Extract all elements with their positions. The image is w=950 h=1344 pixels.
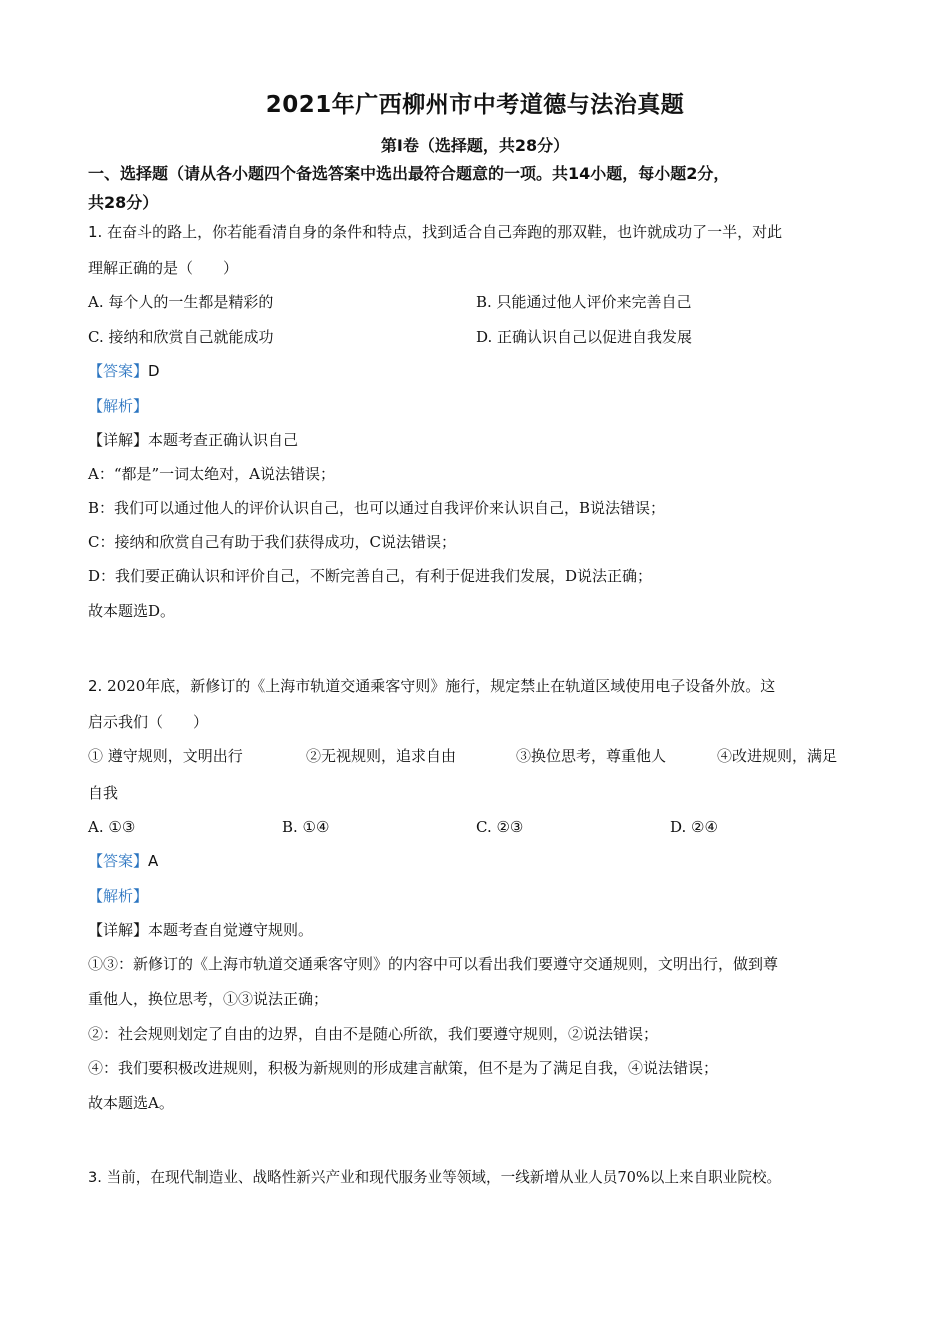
- q2-conclusion: 故本题选A。: [88, 1094, 174, 1112]
- q2-stem-text: 2020年底，新修订的《上海市轨道交通乘客守则》施行，规定禁止在轨道区域使用电子设备外放。这: [107, 677, 776, 695]
- q1-analysis-label: 【解析】: [88, 397, 149, 415]
- q2-option-a: A. ①③: [88, 818, 136, 836]
- page-subtitle: 第Ⅰ卷（选择题，共28分）: [380, 136, 570, 155]
- q2-detail: [88, 920, 868, 940]
- q1-option-c: C. 接纳和欣赏自己就能成功: [88, 328, 274, 346]
- q1-stem-text: 在奋斗的路上，你若能看清自身的条件和特点，找到适合自己奔跑的那双鞋，也许就成功了一半，对此: [107, 223, 783, 241]
- q2-item-1: ① 遵守规则，文明出行: [88, 747, 243, 765]
- q1-explanation-a: A：“都是”一词太绝对，A说法错误；: [88, 465, 336, 483]
- q2-detail-label: 【详解】: [88, 921, 149, 939]
- q2-item-4: ④改进规则，满足: [717, 747, 838, 765]
- q1-detail-label: 【详解】: [88, 431, 149, 449]
- q1-stem: [88, 222, 868, 242]
- q1-conclusion: 故本题选D。: [88, 602, 176, 620]
- q1-detail-text: 本题考查正确认识自己: [148, 431, 299, 449]
- q2-explanation-13: ①③：新修订的《上海市轨道交通乘客守则》的内容中可以看出我们要遵守交通规则，文明出行，做到尊: [88, 955, 779, 973]
- q1-number: 1.: [88, 223, 103, 241]
- q2-option-b: B. ①④: [282, 818, 330, 836]
- q1-answer-value: D: [148, 362, 160, 380]
- q1-answer: [88, 361, 868, 381]
- q2-answer-label: 【答案】: [88, 852, 149, 870]
- q2-item-3: ③换位思考，尊重他人: [516, 747, 667, 765]
- q1-option-a: A. 每个人的一生都是精彩的: [88, 293, 274, 311]
- q2-analysis-label: 【解析】: [88, 887, 149, 905]
- q3-stem-text: 当前，在现代制造业、战略性新兴产业和现代服务业等领域，一线新增从业人员70%以上来自职业院校。: [106, 1169, 782, 1186]
- q1-explanation-d: D：我们要正确认识和评价自己，不断完善自己，有利于促进我们发展，D说法正确；: [88, 567, 653, 585]
- q2-option-c: C. ②③: [476, 818, 524, 836]
- q2-number: 2.: [88, 677, 103, 695]
- q1-option-d: D. 正确认识自己以促进自我发展: [476, 328, 693, 346]
- q1-stem-cont: 理解正确的是（ ）: [88, 259, 239, 277]
- q2-option-d: D. ②④: [670, 818, 718, 836]
- q2-explanation-2: ②：社会规则划定了自由的边界，自由不是随心所欲，我们要遵守规则，②说法错误；: [88, 1025, 659, 1043]
- page-title: 2021年广西柳州市中考道德与法治真题: [265, 92, 685, 118]
- q2-answer-value: A: [148, 852, 159, 870]
- q2-explanation-13-cont: 重他人，换位思考，①③说法正确；: [88, 990, 329, 1008]
- q2-stem-cont: 启示我们（ ）: [88, 713, 209, 731]
- q3-number: 3.: [88, 1169, 102, 1186]
- q2-answer: [88, 851, 868, 871]
- q1-option-b: B. 只能通过他人评价来完善自己: [476, 293, 692, 311]
- q3-stem: [88, 1168, 868, 1188]
- q2-stem: [88, 676, 868, 696]
- q1-detail: [88, 430, 868, 450]
- section-heading-cont: 共28分）: [88, 193, 159, 212]
- q1-explanation-c: C：接纳和欣赏自己有助于我们获得成功，C说法错误；: [88, 533, 456, 551]
- q2-item-2: ②无视规则，追求自由: [306, 747, 457, 765]
- q1-explanation-b: B：我们可以通过他人的评价认识自己，也可以通过自我评价来认识自己，B说法错误；: [88, 499, 666, 517]
- q2-item-4-cont: 自我: [88, 784, 119, 802]
- q1-answer-label: 【答案】: [88, 362, 149, 380]
- section-heading: 一、选择题（请从各小题四个备选答案中选出最符合题意的一项。共14小题，每小题2分，: [88, 164, 730, 183]
- q2-explanation-4: ④：我们要积极改进规则，积极为新规则的形成建言献策，但不是为了满足自我，④说法错误；: [88, 1059, 719, 1077]
- q2-detail-text: 本题考查自觉遵守规则。: [148, 921, 314, 939]
